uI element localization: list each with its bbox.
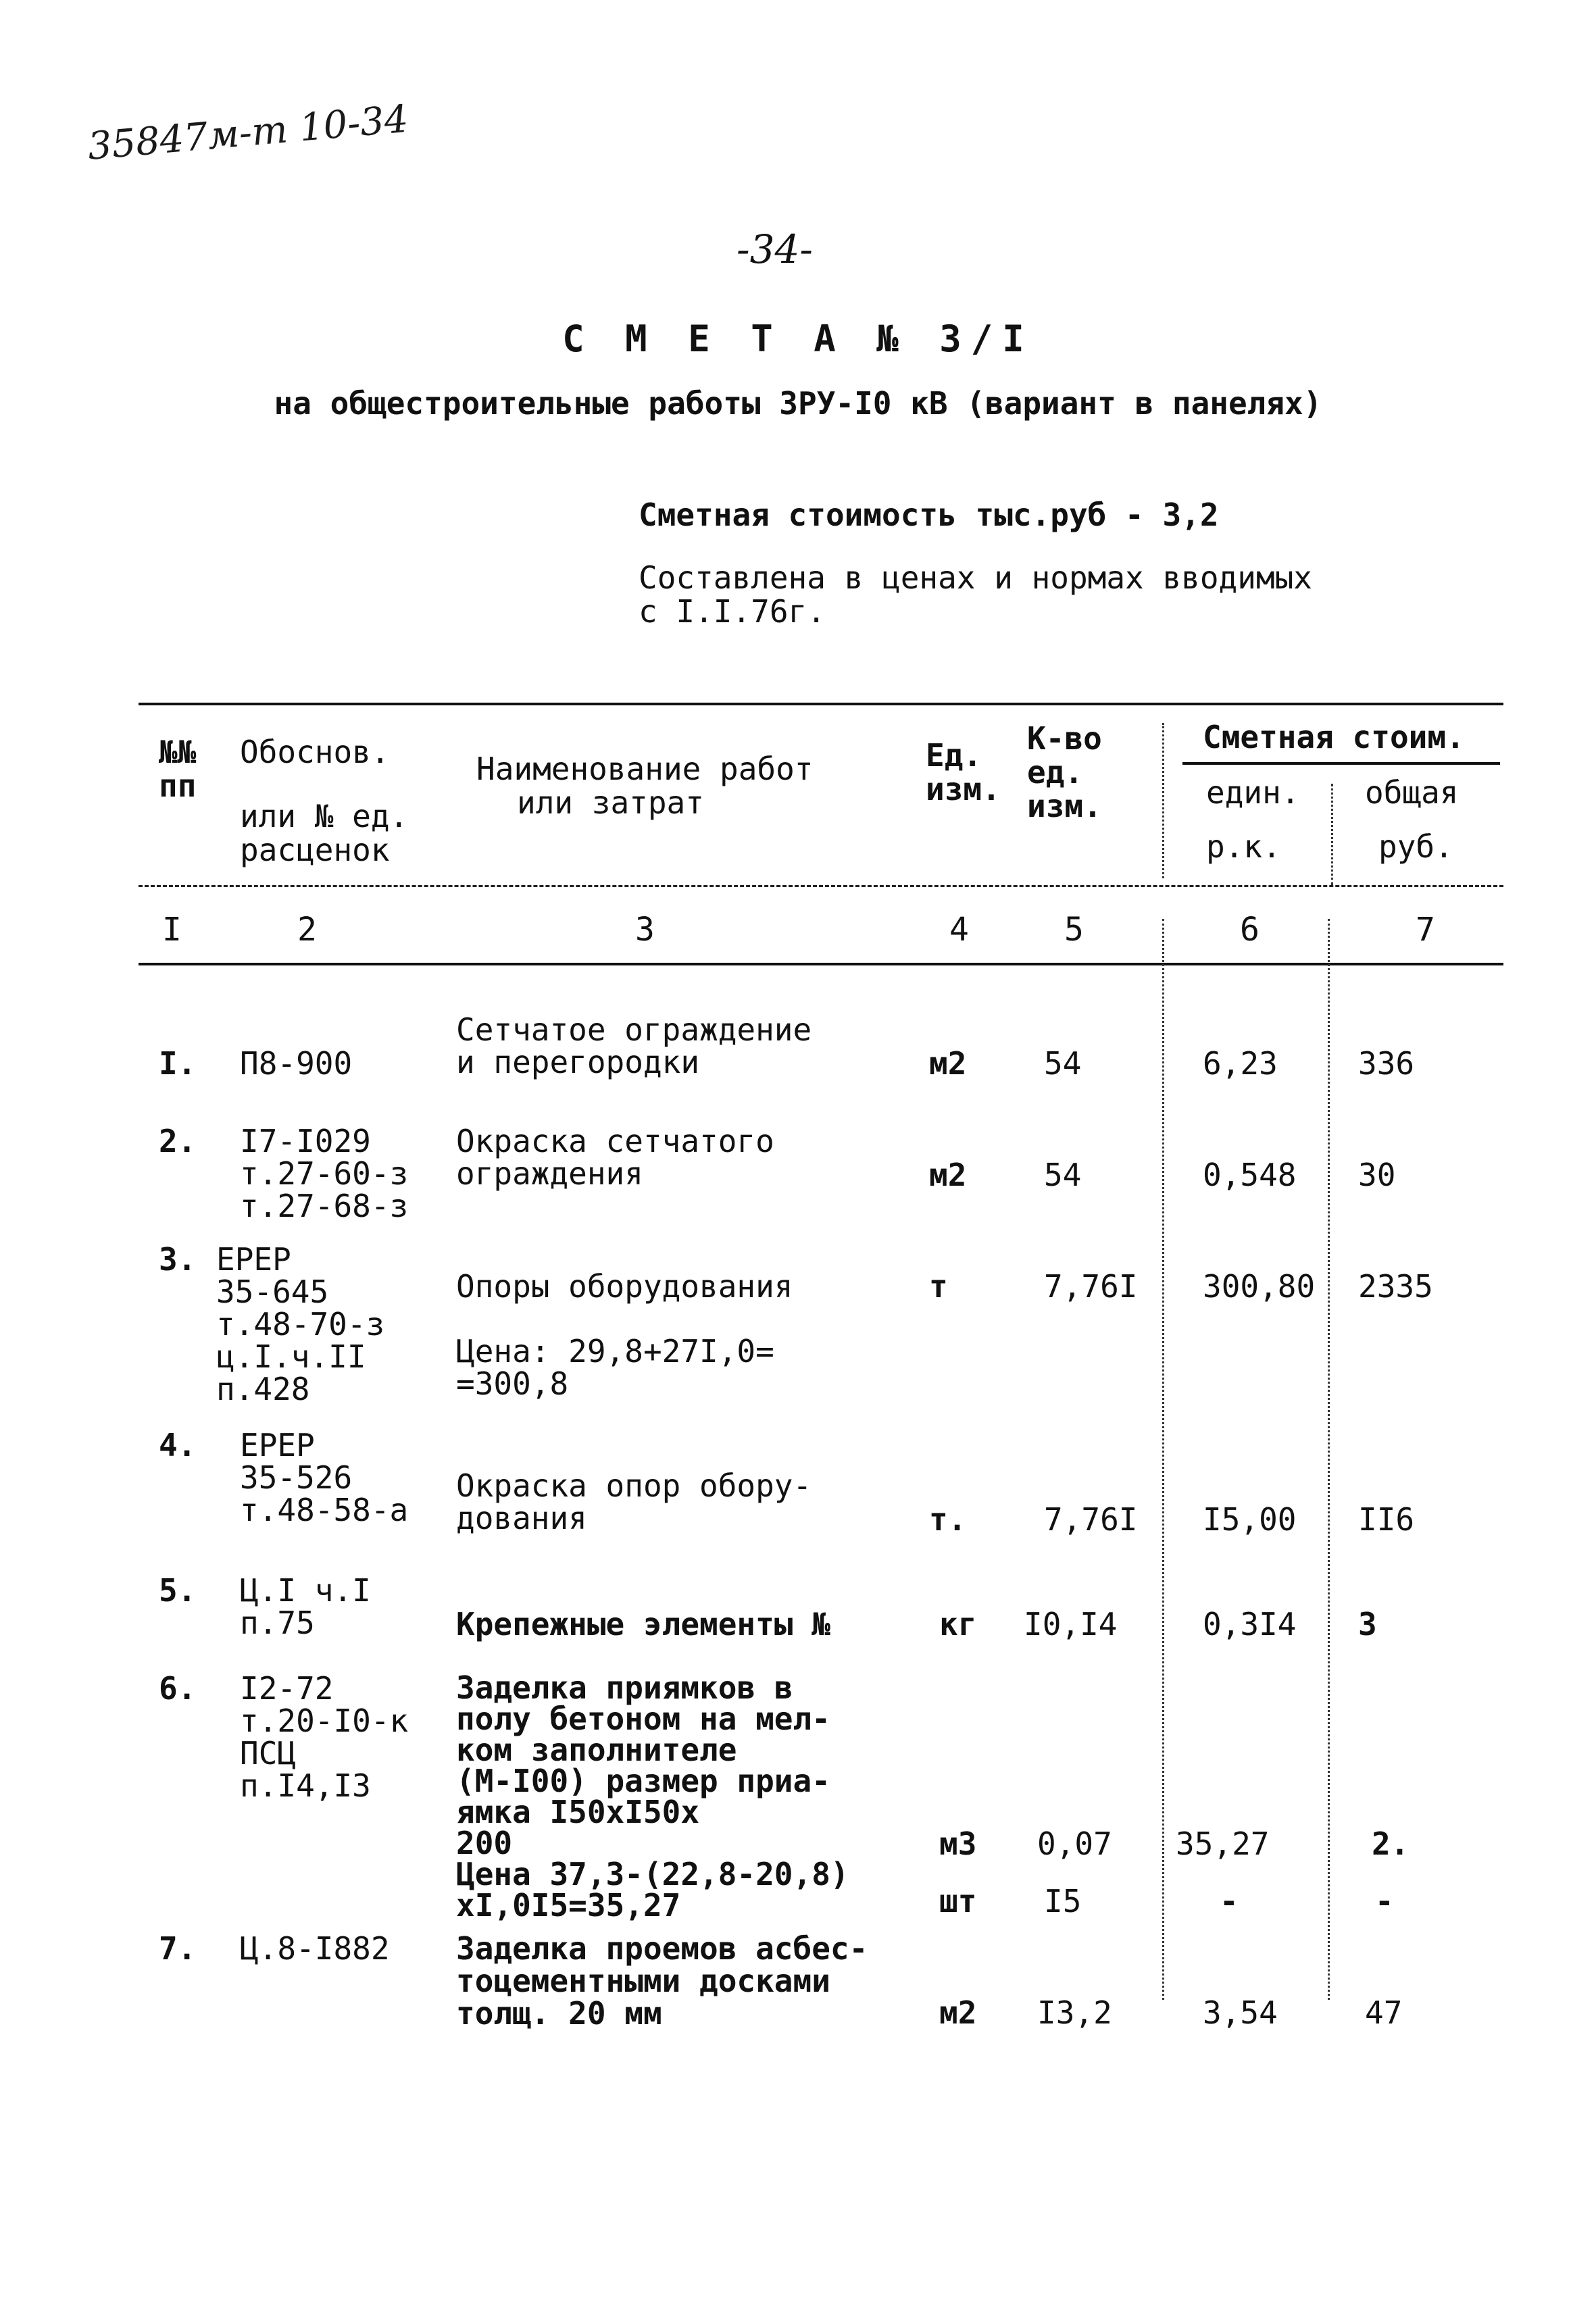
column-number: 6 (1240, 911, 1260, 949)
row-number: 5. (159, 1572, 197, 1609)
header-unit-price: един. (1206, 774, 1300, 811)
row-unit: м2 (929, 1157, 967, 1193)
row-total-secondary: - (1375, 1883, 1394, 1919)
row-total: 2. (1372, 1826, 1410, 1862)
handwritten-note: 35847м-т 10-34 (86, 97, 410, 169)
estimated-cost: Сметная стоимость тыс.руб - 3,2 (639, 497, 1219, 533)
column-number: 3 (635, 911, 655, 949)
row-number: 7. (159, 1930, 197, 1967)
row-unit-price: 0,548 (1203, 1157, 1297, 1193)
column-separator (1162, 723, 1164, 878)
column-number: I (162, 911, 182, 949)
row-unit-price: 0,3I4 (1203, 1606, 1297, 1642)
row-name: Сетчатое ограждение и перегородки (456, 1011, 812, 1080)
row-unit-price: 3,54 (1203, 1994, 1278, 2031)
table-top-rule (139, 703, 1503, 705)
row-qty: I3,2 (1037, 1994, 1112, 2031)
column-numbers-rule (139, 963, 1503, 965)
row-unit-price: 6,23 (1203, 1045, 1278, 1082)
row-number: 3. (159, 1241, 197, 1278)
header-basis-sub2: расценок (240, 832, 390, 868)
row-unit-price: 35,27 (1176, 1826, 1270, 1862)
row-unit-secondary: шт (939, 1883, 977, 1919)
header-qty: К-во (1027, 720, 1102, 757)
header-group-rule (1182, 762, 1500, 765)
row-total: 3 (1358, 1606, 1377, 1642)
row-name: Заделка приямков в полу бетоном на мел- ком заполнителе (М-I00) размер приа- ямка I50хI50х 200 Цена 37,3-(22,8-20,8) хI,0I5=35,27 (456, 1669, 849, 1923)
row-number: I. (159, 1045, 197, 1082)
row-name: Окраска сетчатого ограждения (456, 1123, 774, 1192)
header-name: Наименование работ (476, 751, 814, 787)
header-unit-sub: изм. (926, 771, 1001, 807)
column-number: 2 (297, 911, 317, 949)
header-total: общая (1365, 774, 1459, 811)
column-separator (1162, 919, 1164, 2000)
row-qty: 54 (1044, 1045, 1082, 1082)
column-number: 4 (949, 911, 969, 949)
row-basis: ЕРЕР 35-526 т.48-58-а (240, 1427, 409, 1528)
header-qty-sub1: ед. (1027, 754, 1084, 790)
row-total: 336 (1358, 1045, 1415, 1082)
row-total: 2335 (1358, 1268, 1433, 1305)
row-number: 6. (159, 1670, 197, 1707)
row-unit: м3 (939, 1826, 977, 1862)
composed-line-1: Составлена в ценах и нормах вводимых (639, 559, 1312, 596)
composed-note (639, 561, 1312, 628)
header-no: №№ (159, 734, 197, 770)
row-total: 30 (1358, 1157, 1396, 1193)
row-unit: т (929, 1268, 948, 1305)
row-basis: I2-72 т.20-I0-к ПСЦ п.I4,I3 (240, 1670, 409, 1804)
row-qty-secondary: I5 (1044, 1883, 1082, 1919)
header-basis: Обоснов. (240, 734, 390, 770)
header-qty-sub2: изм. (1027, 788, 1102, 824)
row-qty: I0,I4 (1024, 1606, 1118, 1642)
header-cost-group: Сметная стоим. (1203, 719, 1465, 755)
row-total: 47 (1365, 1994, 1403, 2031)
row-qty: 54 (1044, 1157, 1082, 1193)
row-total: II6 (1358, 1501, 1415, 1538)
header-no-sub: пп (159, 768, 197, 804)
row-name: Опоры оборудования Цена: 29,8+27I,0= =300,8 (456, 1268, 793, 1402)
row-unit: т. (929, 1501, 967, 1538)
row-unit: м2 (939, 1994, 977, 2031)
row-basis: Ц.8-I882 (240, 1930, 390, 1967)
header-name-sub: или затрат (517, 784, 704, 821)
row-basis: ЕРЕР 35-645 т.48-70-з ц.I.ч.II п.428 (216, 1241, 385, 1407)
header-unit-price-sub: р.к. (1206, 828, 1281, 865)
row-basis: П8-900 (240, 1045, 353, 1082)
header-total-sub: руб. (1378, 828, 1453, 865)
row-unit-price: 300,80 (1203, 1268, 1316, 1305)
column-separator (1331, 784, 1333, 885)
row-name: Крепежные элементы № (456, 1606, 830, 1642)
document-title: С М Е Т А № 3/I (562, 318, 1034, 360)
row-basis: Ц.I ч.I п.75 (240, 1572, 371, 1641)
row-unit-price-secondary: - (1220, 1883, 1239, 1919)
row-name: Заделка проемов асбес- тоцементными досками толщ. 20 мм (456, 1930, 868, 2032)
row-unit: м2 (929, 1045, 967, 1082)
composed-line-2: с I.I.76г. (639, 593, 826, 630)
row-number: 2. (159, 1123, 197, 1159)
document-subtitle: на общестроительные работы ЗРУ-I0 кВ (вариант в панелях) (274, 385, 1322, 422)
header-bottom-rule (139, 885, 1503, 887)
header-basis-sub1: или № ед. (240, 798, 409, 834)
row-basis: I7-I029 т.27-60-з т.27-68-з (240, 1123, 409, 1224)
row-unit-price: I5,00 (1203, 1501, 1297, 1538)
column-number: 5 (1064, 911, 1084, 949)
row-name: Окраска опор обору- дования (456, 1467, 812, 1536)
row-number: 4. (159, 1427, 197, 1463)
row-qty: 0,07 (1037, 1826, 1112, 1862)
page-number: -34- (737, 226, 813, 272)
column-separator (1328, 919, 1330, 2000)
row-qty: 7,76I (1044, 1268, 1138, 1305)
header-unit: Ед. (926, 737, 982, 774)
row-unit: кг (939, 1606, 977, 1642)
row-qty: 7,76I (1044, 1501, 1138, 1538)
column-number: 7 (1416, 911, 1435, 949)
